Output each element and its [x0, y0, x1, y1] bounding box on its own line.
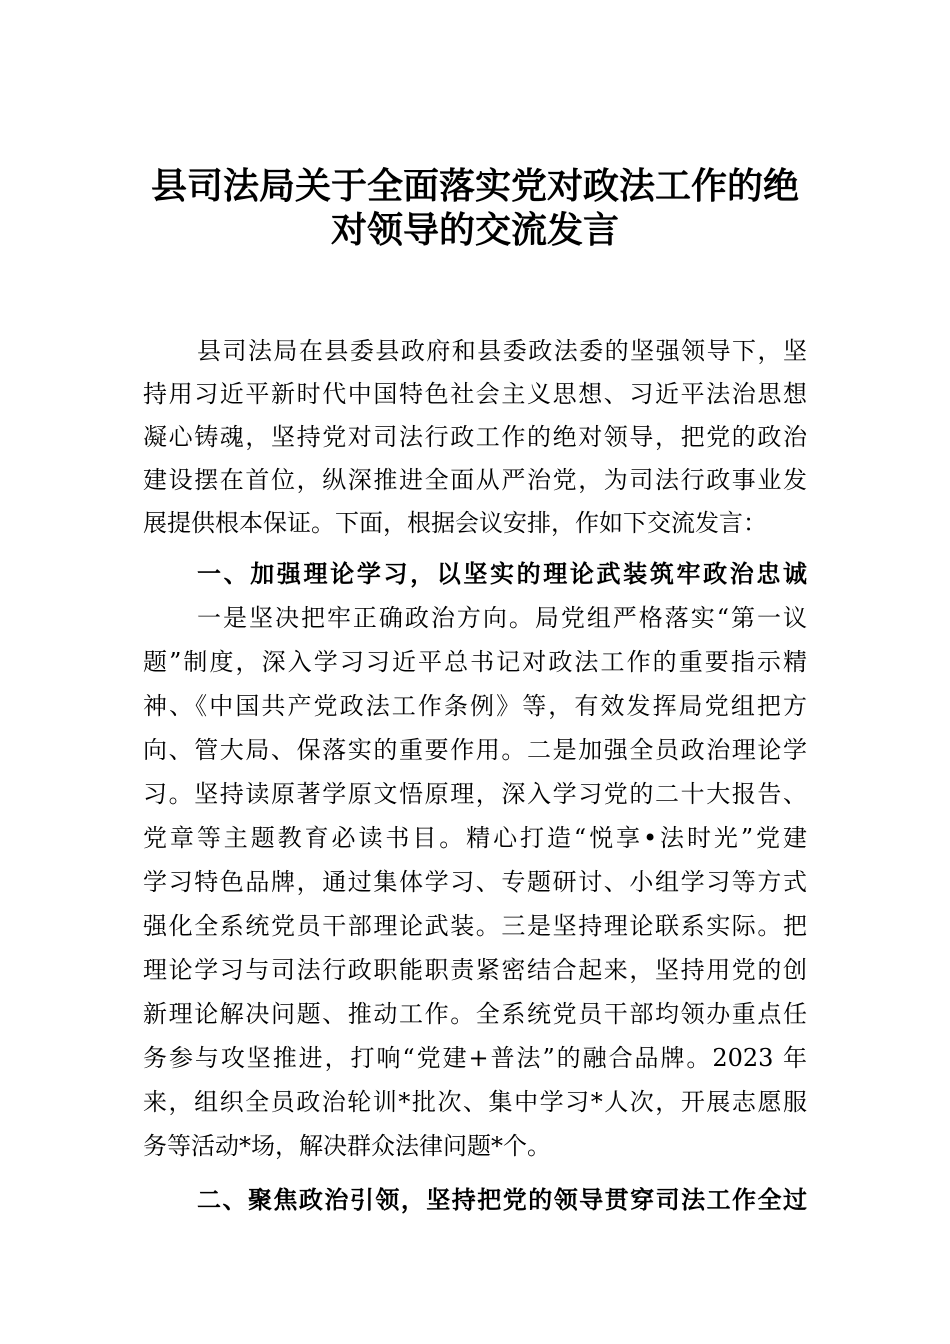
section-heading-1: 一、加强理论学习，以坚实的理论武装筑牢政治忠诚 [197, 560, 807, 588]
paragraph-1-line-1: 县司法局在县委县政府和县委政法委的坚强领导下，坚 [197, 337, 807, 365]
paragraph-2-line-7: 学习特色品牌，通过集体学习、专题研讨、小组学习等方式 [143, 868, 807, 896]
paragraph-2-line-3: 神、《中国共产党政法工作条例》等，有效发挥局党组把方 [143, 692, 807, 720]
paragraph-1-line-4: 建设摆在首位，纵深推进全面从严治党，为司法行政事业发 [143, 466, 807, 494]
paragraph-2-line-1: 一是坚决把牢正确政治方向。局党组严格落实“第一议 [197, 604, 807, 632]
paragraph-2-line-2: 题”制度，深入学习习近平总书记对政法工作的重要指示精 [143, 648, 807, 676]
document-title-line-1: 县司法局关于全面落实党对政法工作的绝 [150, 165, 799, 207]
paragraph-2-line-5: 习。坚持读原著学原文悟原理，深入学习党的二十大报告、 [143, 780, 807, 808]
paragraph-2-line-4: 向、管大局、保落实的重要作用。二是加强全员政治理论学 [143, 736, 807, 764]
document-title-line-2: 对领导的交流发言 [330, 209, 619, 251]
paragraph-1-line-2: 持用习近平新时代中国特色社会主义思想、习近平法治思想 [143, 380, 807, 408]
paragraph-2-line-8: 强化全系统党员干部理论武装。三是坚持理论联系实际。把 [143, 912, 807, 940]
section-heading-2: 二、聚焦政治引领，坚持把党的领导贯穿司法工作全过 [197, 1186, 807, 1214]
paragraph-2-line-6: 党章等主题教育必读书目。精心打造“悦享•法时光”党建 [143, 824, 807, 852]
paragraph-2-line-12: 来，组织全员政治轮训*批次、集中学习*人次，开展志愿服 [143, 1088, 807, 1116]
paragraph-1-line-5: 展提供根本保证。下面，根据会议安排，作如下交流发言： [143, 509, 767, 537]
paragraph-2-line-10: 新理论解决问题、推动工作。全系统党员干部均领办重点任 [143, 1000, 807, 1028]
paragraph-1-line-3: 凝心铸魂，坚持党对司法行政工作的绝对领导，把党的政治 [143, 423, 807, 451]
paragraph-2-line-13: 务等活动*场，解决群众法律问题*个。 [143, 1132, 551, 1160]
paragraph-2-line-11: 务参与攻坚推进，打响“党建+普法”的融合品牌。2023 年 [143, 1044, 807, 1072]
paragraph-2-line-9: 理论学习与司法行政职能职责紧密结合起来，坚持用党的创 [143, 956, 807, 984]
